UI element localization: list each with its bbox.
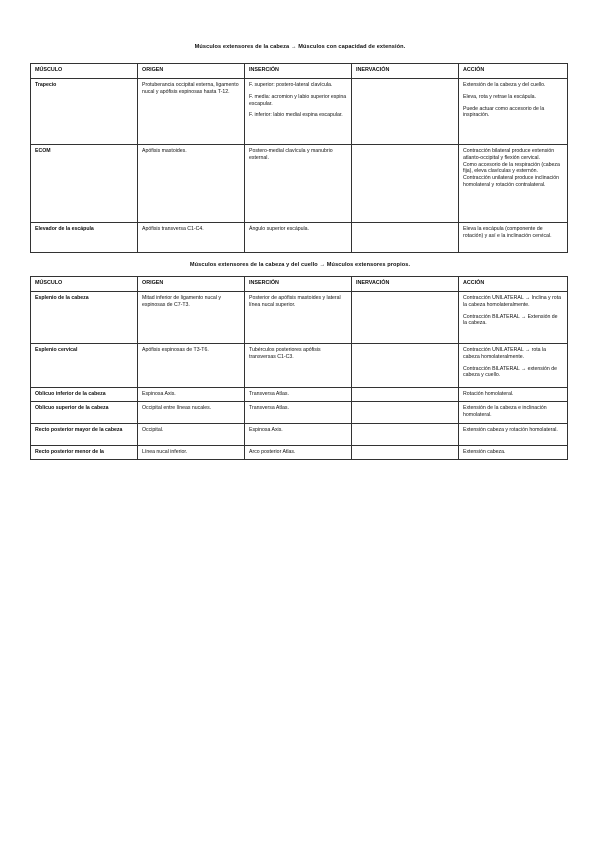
cell-text: Puede actuar como accesorio de la inspiración. xyxy=(463,105,545,119)
cell-text: Occipital. xyxy=(142,427,164,433)
cell-accion xyxy=(459,223,568,253)
cell-text: Contracción BILATERAL → extensión de cabeza y cuello. xyxy=(463,365,557,379)
cell-insercion xyxy=(245,292,352,344)
cell-text: F. media: acromion y labio superior espina escapular. xyxy=(249,93,347,107)
cell-accion xyxy=(459,424,568,446)
cell-accion xyxy=(459,388,568,402)
cell-text: Tubérculos posteriores apófisis transversas C1-C3. xyxy=(249,347,321,360)
header-origen: ORIGEN xyxy=(138,64,245,79)
cell-accion xyxy=(459,292,568,344)
cell-text: Apófisis mastoides. xyxy=(142,148,187,154)
section-title-extensores-propios: Músculos extensores de la cabeza y del cuello → Músculos extensores propios. xyxy=(189,262,411,268)
table-row xyxy=(31,344,568,388)
cell-text: Apófisis transversa C1-C4. xyxy=(142,226,204,232)
cell-origen xyxy=(138,79,245,145)
header-inervacion: INERVACIÓN xyxy=(352,277,459,292)
cell-origen xyxy=(138,402,245,424)
cell-accion xyxy=(459,79,568,145)
cell-text: Extensión cabeza y rotación homolateral. xyxy=(463,427,558,433)
cell-insercion xyxy=(245,79,352,145)
cell-inervacion xyxy=(352,145,459,223)
table-header-row xyxy=(31,64,568,79)
cell-origen xyxy=(138,292,245,344)
table-row xyxy=(31,446,568,460)
cell-musculo: Recto posterior menor de la xyxy=(31,446,138,460)
cell-insercion xyxy=(245,388,352,402)
cell-text: Contracción bilateral produce extensión atlanto-occipital y flexión cervical. xyxy=(463,148,555,161)
header-insercion: INSERCIÓN xyxy=(245,277,352,292)
cell-accion xyxy=(459,402,568,424)
cell-inervacion xyxy=(352,79,459,145)
cell-text: Occipital entre líneas nucales. xyxy=(142,405,212,411)
cell-origen xyxy=(138,424,245,446)
cell-text: Espinosa Axis. xyxy=(249,427,283,433)
cell-accion xyxy=(459,446,568,460)
cell-origen xyxy=(138,446,245,460)
cell-text: Como accesorio de la respiración (cabeza fija), eleva clavículas y esternón. xyxy=(463,161,560,175)
cell-text: Contracción BILATERAL → Extensión de la cabeza. xyxy=(463,313,558,327)
table-row xyxy=(31,79,568,145)
header-inervacion: INERVACIÓN xyxy=(352,64,459,79)
cell-text: Línea nucal inferior. xyxy=(142,449,188,455)
cell-inervacion xyxy=(352,388,459,402)
cell-insercion xyxy=(245,424,352,446)
cell-text: Posterior de apófisis mastoides y lateral línea nucal superior. xyxy=(249,295,341,308)
table-row xyxy=(31,402,568,424)
table-header-row xyxy=(31,277,568,292)
cell-text: Eleva, rota y retrae la escápula. xyxy=(463,93,536,100)
cell-text: Contracción UNILATERAL → Inclina y rota la cabeza homolateralmente. xyxy=(463,295,562,308)
cell-inervacion xyxy=(352,446,459,460)
cell-musculo: Esplenio cervical xyxy=(31,344,138,388)
table-row xyxy=(31,292,568,344)
table-extensores-capacidad xyxy=(30,63,568,253)
cell-inervacion xyxy=(352,223,459,253)
cell-accion xyxy=(459,145,568,223)
cell-insercion xyxy=(245,145,352,223)
table-row xyxy=(31,145,568,223)
cell-insercion xyxy=(245,344,352,388)
cell-inervacion xyxy=(352,292,459,344)
cell-text: Contracción unilateral produce inclinación homolateral y rotación contralateral. xyxy=(463,175,560,188)
cell-text: Transversa Atlas. xyxy=(249,391,289,397)
cell-musculo: ECOM xyxy=(31,145,138,223)
cell-origen xyxy=(138,223,245,253)
cell-musculo: Oblicuo superior de la cabeza xyxy=(31,402,138,424)
header-accion: ACCIÓN xyxy=(459,277,568,292)
header-musculo: MÚSCULO xyxy=(31,64,138,79)
cell-text: Ángulo superior escápula. xyxy=(249,226,309,232)
table-row xyxy=(31,388,568,402)
cell-text: Transversa Atlas. xyxy=(249,405,289,411)
cell-insercion xyxy=(245,402,352,424)
cell-text: Postero-medial clavícula y manubrio esternal. xyxy=(249,148,333,161)
table-row xyxy=(31,424,568,446)
cell-inervacion xyxy=(352,344,459,388)
header-musculo: MÚSCULO xyxy=(31,277,138,292)
table-extensores-propios xyxy=(30,276,568,460)
section-title-extensores-capacidad: Músculos extensores de la cabeza → Músculos con capacidad de extensión. xyxy=(194,44,406,50)
cell-musculo: Recto posterior mayor de la cabeza xyxy=(31,424,138,446)
cell-musculo: Oblicuo inferior de la cabeza xyxy=(31,388,138,402)
cell-text: Extensión de la cabeza e inclinación homolateral. xyxy=(463,405,547,418)
cell-text: F. inferior: labio medial espina escapular. xyxy=(249,112,343,119)
cell-insercion xyxy=(245,223,352,253)
cell-origen xyxy=(138,344,245,388)
cell-text: F. superior: postero-lateral clavícula. xyxy=(249,82,333,88)
cell-text: Eleva la escápula (componente de rotación) y así e la inclinación cervical. xyxy=(463,226,552,239)
cell-inervacion xyxy=(352,424,459,446)
cell-text: Espinosa Axis. xyxy=(142,391,176,397)
header-origen: ORIGEN xyxy=(138,277,245,292)
cell-text: Extensión de la cabeza y del cuello. xyxy=(463,82,546,88)
cell-musculo: Trapecio xyxy=(31,79,138,145)
cell-insercion xyxy=(245,446,352,460)
cell-text: Contracción UNILATERAL → rota la cabeza homolateralmente. xyxy=(463,347,547,360)
header-accion: ACCIÓN xyxy=(459,64,568,79)
cell-musculo: Elevador de la escápula xyxy=(31,223,138,253)
cell-text: Apófisis espinosas de T3-T6. xyxy=(142,347,209,353)
cell-text: Protuberancia occipital externa, ligamento nucal y apófisis espinosas hasta T-12. xyxy=(142,82,239,95)
table-row xyxy=(31,223,568,253)
cell-origen xyxy=(138,145,245,223)
cell-musculo: Esplenio de la cabeza xyxy=(31,292,138,344)
cell-text: Mitad inferior de ligamento nucal y espinosas de C7-T3. xyxy=(142,295,222,308)
cell-text: Arco posterior Atlas. xyxy=(249,449,296,455)
cell-accion xyxy=(459,344,568,388)
header-insercion: INSERCIÓN xyxy=(245,64,352,79)
cell-text: Rotación homolateral. xyxy=(463,391,514,397)
cell-inervacion xyxy=(352,402,459,424)
cell-text: Extensión cabeza. xyxy=(463,449,506,455)
cell-origen xyxy=(138,388,245,402)
